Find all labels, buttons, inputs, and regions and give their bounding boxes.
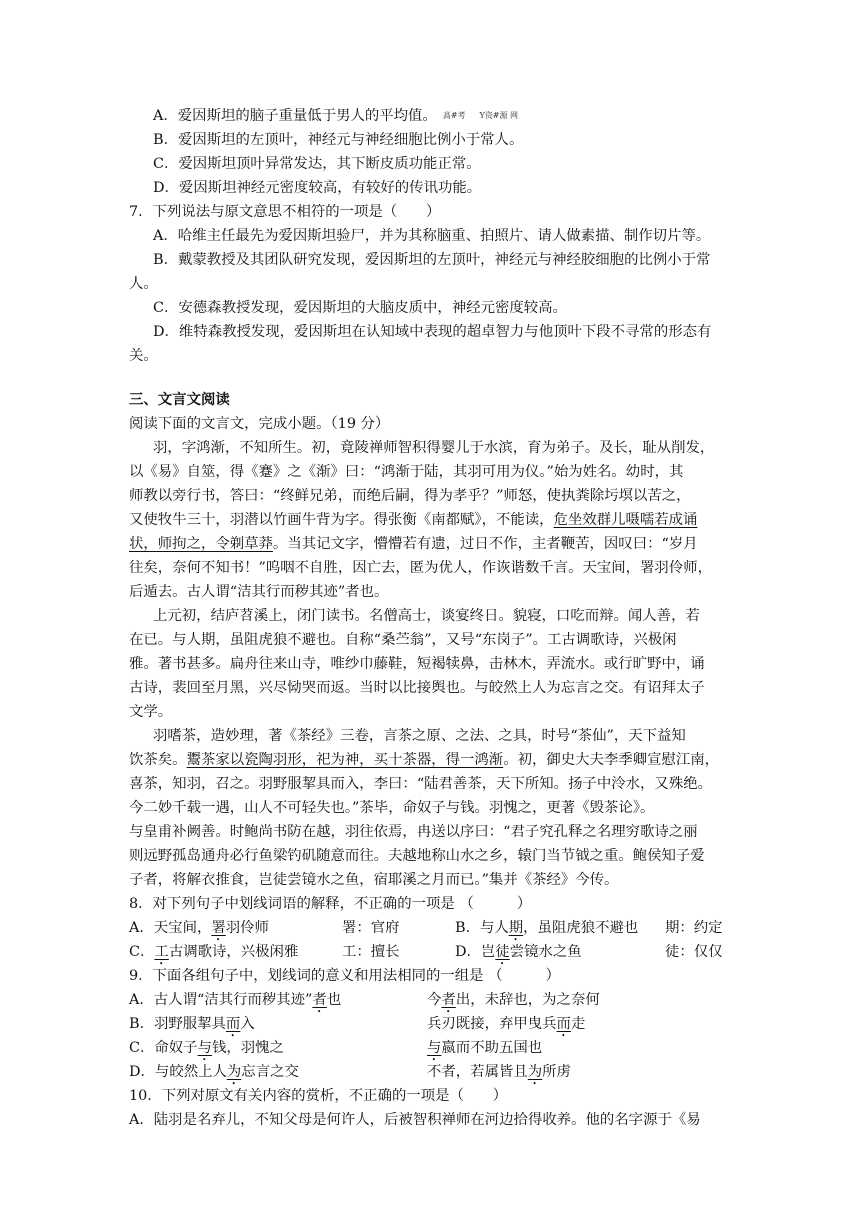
option-text: 走 — [570, 1016, 586, 1032]
option-text: D．与皎然上人 — [129, 1064, 227, 1080]
passage-p3-line6: 则远野孤岛通舟必行鱼梁钓矶随意而往。夫越地称山水之乡，辕门当节钺之重。鲍侯知子爱 — [129, 848, 705, 864]
option-text: B．与人 — [455, 920, 509, 936]
underlined-sentence: 危坐效群儿嗫嚅若成诵 — [553, 512, 698, 528]
marked-word: 者 — [441, 992, 456, 1008]
passage-p3-line1: 羽嗜茶，造妙理，著《茶经》三卷，言茶之原、之法、之具，时号“茶仙”，天下益知 — [153, 728, 686, 744]
passage-p2-line4: 古诗，裴回至月黑，兴尽恸哭而返。当时以比接舆也。与皎然上人为忘言之交。有诏拜太子 — [129, 680, 705, 696]
q8-option-d-gloss: 徒：仅仅 — [665, 944, 723, 960]
underlined-sentence-cont: 状，师拘之，令剃草莽 — [129, 536, 273, 552]
q7-option-b-line1: B．戴蒙教授及其团队研究发现，爱因斯坦的左顶叶，神经元与神经胶细胞的比例小于常 — [153, 252, 711, 268]
q8-option-c-gloss: 工：擅长 — [342, 944, 400, 960]
option-text: 不者，若属皆且 — [427, 1064, 528, 1080]
passage-p1-line4 — [129, 508, 697, 532]
marked-word: 与 — [427, 1040, 442, 1056]
passage-p1-line7: 后遁去。古人谓“洁其行而秽其迹”者也。 — [129, 584, 389, 600]
marked-word: 而 — [556, 1016, 571, 1032]
option-text: 入 — [240, 1016, 255, 1032]
passage-p2-line3: 雅。著书甚多。扁舟往来山寺，唯纱巾藤鞋，短褐犊鼻，击林木，弄流水。或行旷野中，诵 — [129, 656, 705, 672]
q6-option-a-text: A．爱因斯坦的脑子重量低于男人的平均值。 — [153, 108, 437, 124]
q7-option-d-line1: D．维特森教授发现，爱因斯坦在认知域中表现的超卓智力与他顶叶下段不寻常的形态有 — [153, 324, 712, 340]
marked-word: 徒 — [495, 944, 510, 960]
q7-option-a: A．哈维主任最先为爱因斯坦验尸，并为其称脑重、拍照片、请人做素描、制作切片等。 — [153, 228, 711, 244]
passage-p1-line6: 往矣，奈何不知书！”呜咽不自胜，因亡去，匿为优人，作诙谐数千言。天宝间，署羽伶师， — [129, 560, 712, 576]
q8-option-a-gloss: 署：官府 — [342, 920, 400, 936]
passage-p3-line7: 子者，将解衣推食，岂徒尝镜水之鱼，宿耶溪之月而已。”集并《茶经》今传。 — [129, 872, 619, 888]
q7-option-d-line2: 关。 — [129, 348, 158, 364]
q6-option-a — [153, 104, 518, 128]
option-text: 忘言之交 — [241, 1064, 299, 1080]
option-text: 所虏 — [542, 1064, 571, 1080]
passage-p3-line3: 喜茶，知羽，召之。羽野服挈具而入，李曰：“陆君善茶，天下所知。扬子中泠水，又殊绝。 — [129, 776, 712, 792]
marked-word: 为 — [226, 1064, 242, 1080]
option-text: A．古人谓“洁其行而秽其迹” — [129, 992, 313, 1008]
option-text: C．命奴子 — [129, 1040, 198, 1056]
option-text: A．天宝间， — [129, 920, 212, 936]
marked-word: 者 — [312, 992, 327, 1008]
q6-option-b: B．爱因斯坦的左顶叶，神经元与神经细胞比例小于常人。 — [153, 132, 524, 148]
section-instruction: 阅读下面的文言文，完成小题。（19 分） — [129, 416, 390, 432]
marked-word: 为 — [527, 1064, 543, 1080]
option-text: 嬴而不助五国也 — [441, 1040, 543, 1056]
passage-p2-line1: 上元初，结庐苕溪上，闭门读书。名僧高士，谈宴终日。貌寝，口吃而辩。闻人善，若 — [153, 608, 700, 624]
option-text: 出，未辞也，为之奈何 — [455, 992, 600, 1008]
q9-stem: 9．下面各组句子中，划线词的意义和用法相同的一组是 （ ） — [129, 968, 561, 984]
q7-option-b-line2: 人。 — [129, 276, 158, 292]
option-text: ，虽阻虎狼不避也 — [523, 920, 639, 936]
option-text: B．羽野服挈具 — [129, 1016, 226, 1032]
passage-p3-line4: 今二妙千载一遇，山人不可轻失也。”茶毕，命奴子与钱。羽愧之，更著《毁茶论》。 — [129, 800, 655, 816]
option-text: 古调歌诗，兴极闲雅 — [168, 944, 299, 960]
watermark-text-2: Y资#源 网 — [479, 111, 519, 120]
section-heading: 三、文言文阅读 — [129, 391, 230, 408]
marked-word: 而 — [225, 1016, 241, 1032]
watermark-text: 高#考 — [442, 111, 466, 120]
marked-word: 与 — [197, 1040, 212, 1056]
passage-p3-line5: 与皇甫补阙善。时鲍尚书防在越，羽往依焉，冉送以序曰：“君子究孔释之名理穷歌诗之丽 — [129, 824, 698, 840]
passage-p3-line2 — [129, 748, 719, 772]
passage-p2-line5: 文学。 — [129, 704, 173, 720]
q6-option-d: D．爱因斯坦神经元密度较高，有较好的传讯功能。 — [153, 180, 482, 196]
passage-p1-line1: 羽，字鸿渐，不知所生。初，竟陵禅师智积得婴儿于水滨，育为弟子。及长，耻从削发， — [153, 440, 715, 456]
q8-stem: 8．对下列句子中划线词语的解释，不正确的一项是 （ ） — [129, 896, 532, 912]
passage-text: 。初，御史大夫李季卿宣慰江南， — [503, 752, 720, 768]
option-text: 今 — [427, 992, 442, 1008]
option-text: C． — [129, 944, 155, 960]
passage-text: 又使牧牛三十，羽潜以竹画牛背为字。得张衡《南都赋》，不能读， — [129, 512, 554, 528]
passage-p2-line2: 在已。与人期，虽阻虎狼不避也。自称“桑苎翁”，又号“东岗子”。工古调歌诗，兴极闲 — [129, 632, 677, 648]
q10-stem: 10．下列对原文有关内容的赏析，不正确的一项是（ ） — [129, 1088, 508, 1104]
underlined-sentence-2: 鬻茶家以瓷陶羽形，祀为神，买十茶器，得一鸿渐 — [186, 752, 504, 768]
passage-p1-line5 — [129, 532, 698, 556]
marked-word: 署 — [211, 920, 226, 936]
passage-text: 饮茶矣。 — [129, 752, 187, 768]
q8-option-b-gloss: 期：约定 — [665, 920, 723, 936]
marked-word: 工 — [154, 944, 169, 960]
option-text: D．岂 — [455, 944, 496, 960]
passage-text: 。当其记文字，懵懵若有遗，过日不作，主者鞭苦，因叹曰：“岁月 — [272, 536, 698, 552]
option-text: 兵刃既接，弃甲曳兵 — [427, 1016, 557, 1032]
passage-p1-line2: 以《易》自筮，得《蹇》之《渐》曰：“鸿渐于陆，其羽可用为仪。”始为姓名。幼时，其 — [129, 464, 684, 480]
marked-word: 期 — [508, 920, 524, 936]
option-text: 钱，羽愧之 — [211, 1040, 284, 1056]
option-text: 尝镜水之鱼 — [509, 944, 582, 960]
q6-option-c: C．爱因斯坦顶叶异常发达，其下断皮质功能正常。 — [153, 156, 481, 172]
q10-option-a: A．陆羽是名弃儿，不知父母是何许人，后被智积禅师在河边拾得收养。他的名字源于《易 — [129, 1112, 701, 1128]
q7-option-c: C．安德森教授发现，爱因斯坦的大脑皮质中，神经元密度较高。 — [153, 300, 567, 316]
passage-p1-line3: 师教以旁行书，答曰：“终鲜兄弟，而绝后嗣，得为孝乎？”师怒，使执粪除圬塓以苦之， — [129, 488, 691, 504]
q7-stem: 7．下列说法与原文意思不相符的一项是（ ） — [129, 204, 441, 220]
option-text: 也 — [326, 992, 342, 1008]
option-text: 羽伶师 — [225, 920, 269, 936]
